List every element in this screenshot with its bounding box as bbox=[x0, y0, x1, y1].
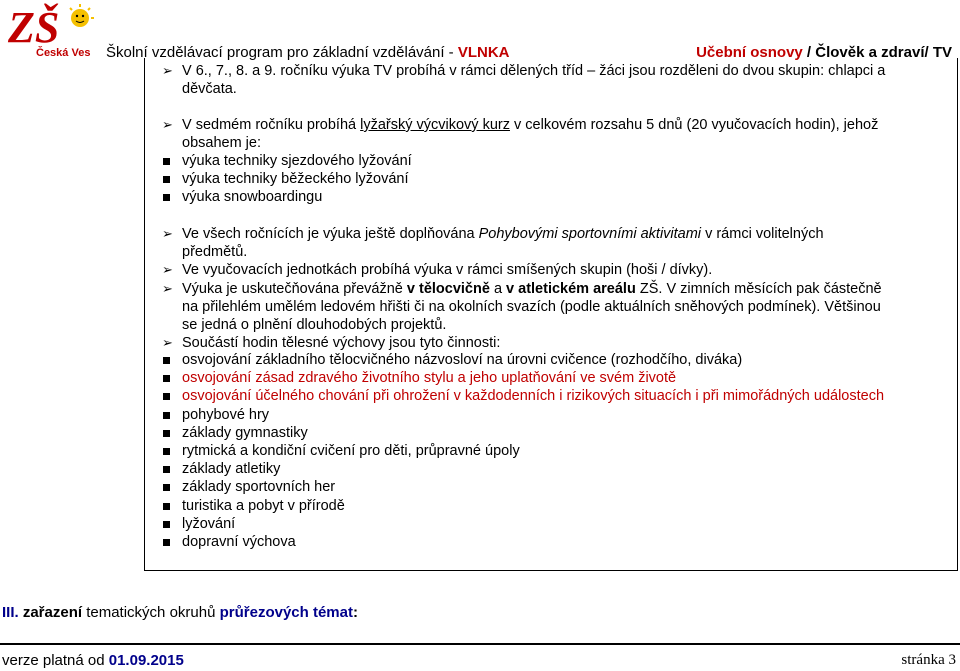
program-name: VLNKA bbox=[457, 44, 510, 61]
square-bullet-icon bbox=[163, 430, 170, 437]
activity-item: dopravní výchova bbox=[182, 534, 296, 550]
arrow-bullet-icon: ➢ bbox=[162, 335, 173, 350]
svg-text:ZŠ: ZŠ bbox=[8, 3, 60, 52]
square-bullet-icon bbox=[163, 393, 170, 400]
activity-item: osvojování zásad zdravého životního stylu a jeho uplatňování ve svém životě bbox=[182, 370, 677, 387]
square-bullet-icon bbox=[163, 484, 170, 491]
footer-version: verze platná od 01.09.2015 bbox=[2, 652, 184, 669]
square-bullet-icon bbox=[163, 521, 170, 528]
section-heading: III. zařazení tematických okruhů průřezových témat: bbox=[2, 604, 358, 621]
activity-item: základy gymnastiky bbox=[182, 424, 308, 441]
paragraph-venue: Výuka je uskutečňována převážně v tělocvičně a v atletickém areálu ZŠ. V zimních měsících pak částečně bbox=[182, 281, 882, 297]
activity-item: turistika a pobyt v přírodě bbox=[182, 497, 345, 514]
square-bullet-icon bbox=[163, 448, 170, 455]
square-bullet-icon bbox=[163, 357, 170, 364]
footer-divider bbox=[0, 643, 960, 645]
arrow-bullet-icon: ➢ bbox=[162, 262, 173, 277]
square-bullet-icon bbox=[163, 539, 170, 546]
paragraph-activities-intro: Součástí hodin tělesné výchovy jsou tyto činnosti: bbox=[182, 335, 501, 351]
activity-item: lyžování bbox=[182, 515, 236, 532]
paragraph-venue-line2: na přilehlém umělém ledovém hřišti či na okolních svazích (podle aktuálních sněhových podmínek). Většinou bbox=[182, 299, 881, 315]
paragraph-optional-activities: Ve všech ročnících je výuka ještě doplňována Pohybovými sportovními aktivitami v rámci volitelných bbox=[182, 226, 824, 242]
program-title: Školní vzdělávací program pro základní vzdělávání - VLNKA bbox=[106, 44, 510, 61]
square-bullet-icon bbox=[163, 194, 170, 201]
school-logo bbox=[6, 2, 98, 58]
square-bullet-icon bbox=[163, 503, 170, 510]
activity-item: základy atletiky bbox=[182, 461, 281, 478]
logo-text: Česká Ves bbox=[36, 47, 91, 58]
paragraph-ski-course: V sedmém ročníku probíhá lyžařský výcvikový kurz v celkovém rozsahu 5 dnů (20 vyučovacích hodin), jehož bbox=[182, 117, 879, 133]
arrow-bullet-icon: ➢ bbox=[162, 117, 173, 132]
paragraph-groups: V 6., 7., 8. a 9. ročníku výuka TV probíhá v rámci dělených tříd – žáci jsou rozděleni do dvou skupin: chlapci a bbox=[182, 63, 886, 79]
ski-item: výuka snowboardingu bbox=[182, 189, 323, 205]
section-breadcrumb: Učební osnovy / Člověk a zdraví/ TV bbox=[696, 44, 952, 61]
square-bullet-icon bbox=[163, 375, 170, 382]
arrow-bullet-icon: ➢ bbox=[162, 226, 173, 241]
paragraph-venue-line3: se jedná o plnění dlouhodobých projektů. bbox=[182, 317, 447, 333]
activity-item: pohybové hry bbox=[182, 406, 270, 423]
activity-item: osvojování základního tělocvičného názvosloví na úrovni cvičence (rozhodčího, diváka) bbox=[182, 352, 743, 368]
arrow-bullet-icon: ➢ bbox=[162, 281, 173, 296]
paragraph-groups-cont: děvčata. bbox=[182, 81, 237, 97]
square-bullet-icon bbox=[163, 466, 170, 473]
activity-item: rytmická a kondiční cvičení pro děti, průpravné úpoly bbox=[182, 443, 520, 459]
square-bullet-icon bbox=[163, 176, 170, 183]
activity-item: základy sportovních her bbox=[182, 479, 336, 496]
square-bullet-icon bbox=[163, 412, 170, 419]
square-bullet-icon bbox=[163, 158, 170, 165]
ski-item: výuka techniky běžeckého lyžování bbox=[182, 171, 409, 187]
arrow-bullet-icon: ➢ bbox=[162, 63, 173, 78]
ski-item: výuka techniky sjezdového lyžování bbox=[182, 153, 412, 169]
paragraph-mixed-groups: Ve vyučovacích jednotkách probíhá výuka v rámci smíšených skupin (hoši / dívky). bbox=[182, 262, 713, 278]
activity-item: osvojování účelného chování při ohrožení v každodenních i rizikových situacích i při mimořádných událostech bbox=[182, 388, 885, 405]
paragraph-ski-course-cont: obsahem je: bbox=[182, 135, 261, 151]
page-number: stránka 3 bbox=[901, 652, 956, 668]
paragraph-optional-activities-cont: předmětů. bbox=[182, 244, 248, 260]
